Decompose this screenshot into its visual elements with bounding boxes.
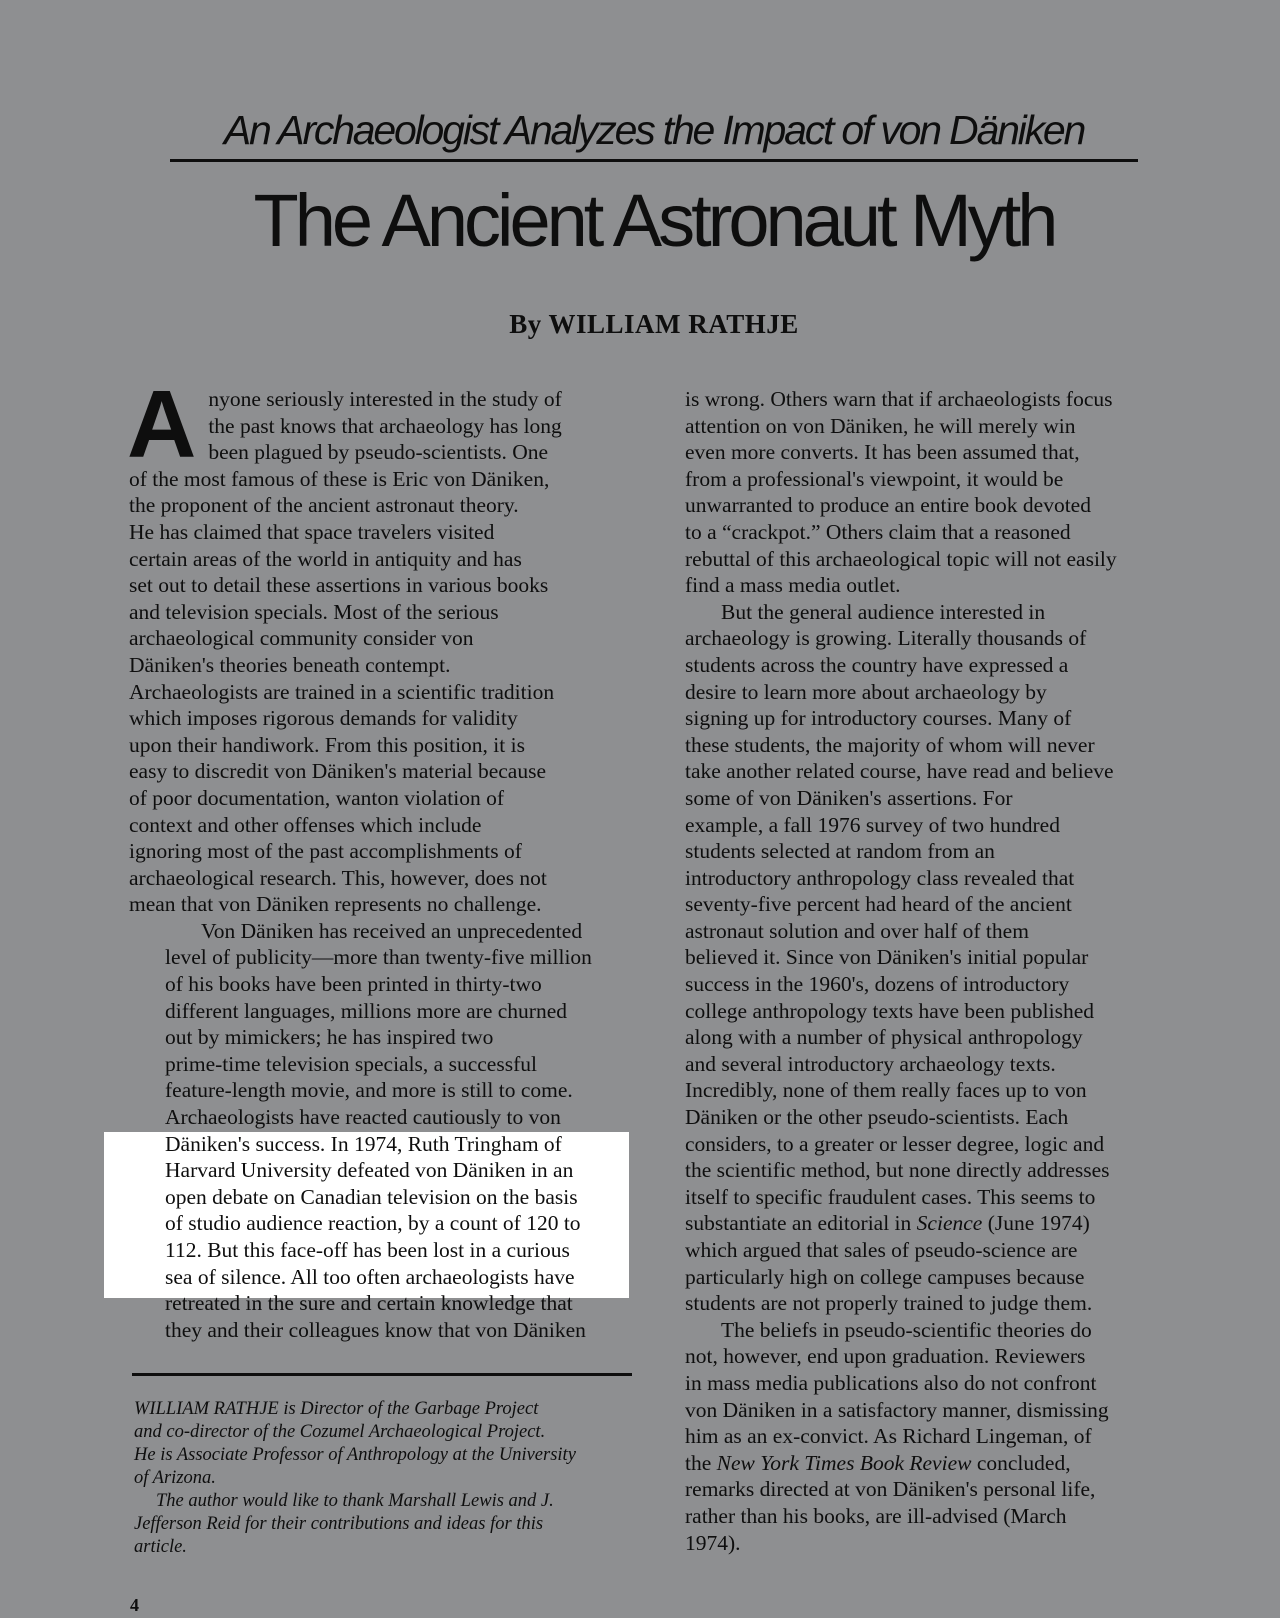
text-line: and several introductory archaeology texts.: [685, 1051, 1056, 1076]
text-line: the scientific method, but none directly addresses: [685, 1158, 1110, 1183]
author-bio: [134, 1398, 654, 1490]
text-line: remarks directed at von Däniken's personal life,: [685, 1477, 1096, 1502]
text-line: which imposes rigorous demands for validity: [129, 706, 518, 731]
author-thanks: [134, 1490, 654, 1559]
text-line: 1974).: [685, 1530, 741, 1555]
text-line: sea of silence. All too often archaeologists have: [165, 1264, 575, 1289]
paragraph-continued: [685, 386, 1197, 599]
text-line: different languages, millions more are churned: [165, 998, 567, 1023]
paragraph-intro: [127, 371, 629, 918]
paragraph-beliefs: [685, 1317, 1197, 1556]
paragraph-publicity: [129, 918, 629, 1344]
text-line: even more converts. It has been assumed that,: [685, 440, 1080, 465]
publicity-lines: [129, 918, 629, 1131]
highlighted-passage: [129, 1131, 629, 1291]
kicker-underline: [170, 159, 1138, 162]
text-line: itself to specific fraudulent cases. This seems to: [685, 1184, 1096, 1209]
text-line: Incredibly, none of them really faces up to von: [685, 1078, 1087, 1103]
text-line: Von Däniken has received an unprecedented: [201, 918, 583, 943]
drop-cap: A: [127, 371, 197, 478]
text-line: out by mimickers; he has inspired two: [165, 1025, 494, 1050]
text-line: success in the 1960's, dozens of introductory: [685, 972, 1070, 997]
text-line: WILLIAM RATHJE is Director of the Garbage Project: [134, 1399, 539, 1419]
text-line: they and their colleagues know that von Däniken: [165, 1317, 586, 1342]
text-line: level of publicity—more than twenty-five million: [165, 945, 592, 970]
author-note: [134, 1398, 654, 1559]
page-number: 4: [130, 1595, 139, 1615]
text-line: ignoring most of the past accomplishments of: [129, 839, 522, 864]
text-line: of studio audience reaction, by a count of 120 to: [165, 1211, 581, 1236]
text-line: feature-length movie, and more is still to come.: [165, 1078, 573, 1103]
text-line: which argued that sales of pseudo-science are: [685, 1238, 1078, 1262]
publicity-tail-lines: [129, 1290, 629, 1343]
right-column: [685, 386, 1197, 1556]
nyt-review-title: New York Times Book Review: [716, 1450, 972, 1475]
text-line: nyone seriously interested in the study of: [208, 387, 562, 411]
text-line: desire to learn more about archaeology by: [685, 679, 1047, 704]
text-line: open debate on Canadian television on the basis: [165, 1184, 578, 1209]
text-line: The author would like to thank Marshall Lewis and J.: [156, 1491, 554, 1511]
text-line: mean that von Däniken represents no challenge.: [129, 892, 542, 917]
text-line: not, however, end upon graduation. Reviewers: [685, 1344, 1086, 1369]
text-line: find a mass media outlet.: [685, 573, 901, 598]
text-line: astronaut solution and over half of them: [685, 918, 1029, 943]
text-line: the past knows that archaeology has long: [208, 413, 562, 438]
text-line: of poor documentation, wanton violation of: [129, 785, 504, 810]
text-line: from a professional's viewpoint, it would be: [685, 466, 1064, 491]
text-line: introductory anthropology class revealed that: [685, 865, 1075, 890]
text-line: rebuttal of this archaeological topic will not easily: [685, 546, 1117, 571]
audience-lines: [685, 599, 1197, 1211]
text-line: Harvard University defeated von Däniken in an: [165, 1158, 574, 1183]
text-line: attention on von Däniken, he will merely win: [685, 413, 1076, 438]
text-line: archaeological research. This, however, does not: [129, 865, 547, 890]
article-kicker: An Archaeologist Analyzes the Impact of von Däniken: [223, 107, 1085, 153]
intro-lines: [127, 371, 629, 918]
text-line: Däniken's theories beneath contempt.: [129, 652, 451, 677]
text-line: college anthropology texts have been published: [685, 998, 1094, 1023]
text-line: him as an ex-convict. As Richard Lingeman, of: [685, 1424, 1092, 1449]
text-line: the proponent of the ancient astronaut theory.: [129, 493, 519, 518]
text-line: signing up for introductory courses. Many of: [685, 706, 1072, 731]
text-line: Däniken or the other pseudo-scientists. Each: [685, 1105, 1069, 1130]
text-line: considers, to a greater or lesser degree, logic and: [685, 1131, 1105, 1156]
text-line: along with a number of physical anthropology: [685, 1025, 1083, 1050]
text-line: been plagued by pseudo-scientists. One: [208, 440, 549, 465]
text-line: easy to discredit von Däniken's material because: [129, 759, 547, 784]
text-line: He is Associate Professor of Anthropology at the University: [134, 1445, 576, 1465]
text-line: particularly high on college campuses because: [685, 1264, 1085, 1289]
text-line: students across the country have expressed a: [685, 652, 1069, 677]
text-line: certain areas of the world in antiquity and has: [129, 546, 522, 571]
text-line: The beliefs in pseudo-scientific theories do: [721, 1317, 1092, 1342]
text-line: Archaeologists are trained in a scientific tradition: [129, 679, 555, 704]
text-line: of the most famous of these is Eric von Däniken,: [129, 466, 550, 491]
text-line: take another related course, have read and believe: [685, 759, 1114, 784]
nyt-after: concluded,: [971, 1450, 1071, 1475]
text-line: He has claimed that space travelers visited: [129, 519, 495, 544]
paragraph-audience: [685, 599, 1197, 1317]
text-line: believed it. Since von Däniken's initial popular: [685, 945, 1089, 970]
science-citation-line: [685, 1210, 1197, 1237]
text-line: example, a fall 1976 survey of two hundred: [685, 812, 1060, 837]
text-line: students are not properly trained to judge them.: [685, 1291, 1093, 1316]
footnote-rule: [132, 1373, 632, 1376]
article-title: The Ancient Astronaut Myth: [253, 179, 1055, 262]
text-line: rather than his books, are ill-advised (March: [685, 1503, 1067, 1528]
text-line: archaeology is growing. Literally thousands of: [685, 626, 1087, 651]
text-line: unwarranted to produce an entire book devoted: [685, 493, 1091, 518]
text-line: and television specials. Most of the serious: [129, 599, 499, 624]
beliefs-lines: [685, 1317, 1197, 1450]
text-line: von Däniken in a satisfactory manner, dismissing: [685, 1397, 1109, 1422]
text-line: of Arizona.: [134, 1468, 216, 1488]
text-line: But the general audience interested in: [721, 599, 1046, 624]
text-line: Däniken's success. In 1974, Ruth Tringham of: [165, 1131, 562, 1156]
science-after: (June 1974): [982, 1211, 1090, 1236]
text-line: upon their handiwork. From this position, it is: [129, 732, 525, 757]
text-line: set out to detail these assertions in various books: [129, 573, 549, 598]
science-before: substantiate an editorial in: [685, 1211, 917, 1236]
text-line: Archaeologists have reacted cautiously to von: [165, 1105, 561, 1130]
byline: By WILLIAM RATHJE: [509, 309, 799, 339]
audience-end-lines: [685, 1237, 1197, 1317]
text-line: seventy-five percent had heard of the ancient: [685, 892, 1072, 917]
text-line: students selected at random from an: [685, 839, 995, 864]
text-line: context and other offenses which include: [129, 812, 482, 837]
text-line: some of von Däniken's assertions. For: [685, 785, 1013, 810]
text-line: to a “crackpot.” Others claim that a reasoned: [685, 519, 1071, 544]
nyt-citation-line: [685, 1450, 1197, 1477]
text-line: prime-time television specials, a successful: [165, 1051, 537, 1076]
left-column: [127, 371, 629, 1343]
science-journal-title: Science: [916, 1211, 983, 1236]
text-line: and co-director of the Cozumel Archaeological Project.: [134, 1422, 546, 1442]
text-line: of his books have been printed in thirty-two: [165, 972, 542, 997]
beliefs-end-lines: [685, 1476, 1197, 1556]
text-line: article.: [134, 1537, 187, 1557]
text-line: 112. But this face-off has been lost in a curious: [165, 1238, 570, 1262]
nyt-before: the: [685, 1450, 717, 1475]
text-line: these students, the majority of whom will never: [685, 732, 1095, 757]
text-line: Jefferson Reid for their contributions and ideas for this: [134, 1514, 544, 1534]
text-line: is wrong. Others warn that if archaeologists focus: [685, 387, 1113, 411]
text-line: archaeological community consider von: [129, 626, 474, 651]
text-line: in mass media publications also do not confront: [685, 1370, 1097, 1395]
text-line: retreated in the sure and certain knowledge that: [165, 1291, 573, 1316]
